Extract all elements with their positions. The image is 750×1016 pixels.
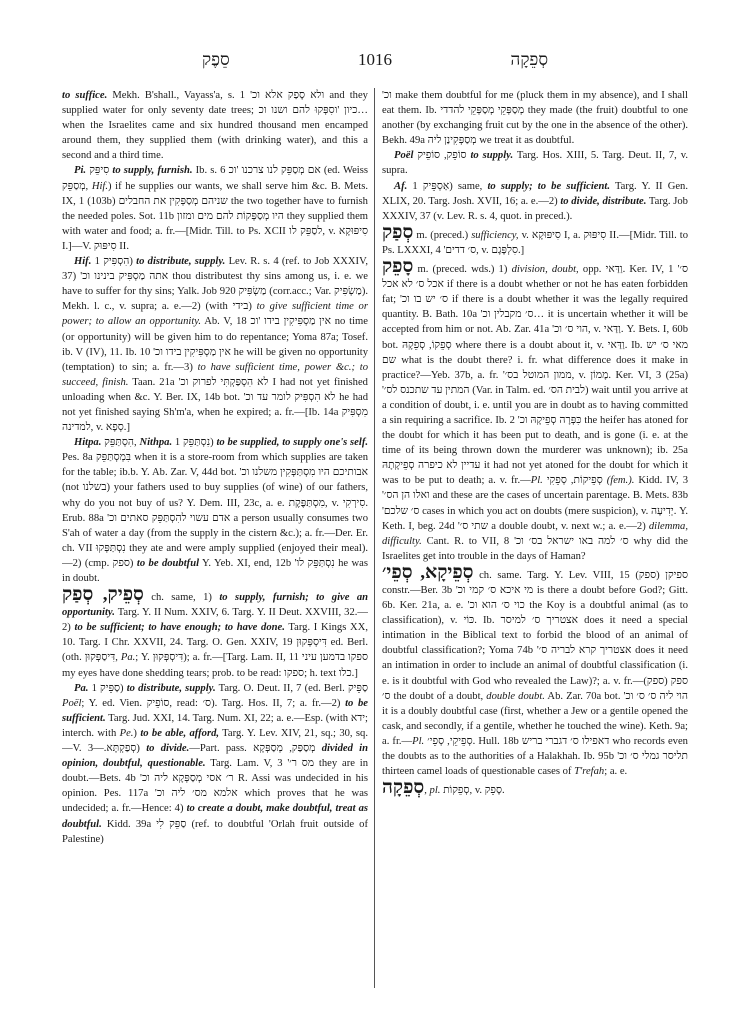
entry-text: opp. וַדַּאי. Ker. IV, 1 'ס׳ אכל ס׳ לא אכל if there is a doubt whether or not he has eaten forbidden fat; 'ס׳ יש בו וכ if there is a doubt whether it was the legally required quantity. B. Bath. 10 (382, 264, 688, 321)
entry-text: 'ר׳ אסי מְסַפְּקָא ליה וכ R. Assi was undecided in his opinion. Pes. 117 (62, 773, 368, 800)
entry-text: b (608, 751, 614, 763)
entry-text: pl. (429, 785, 441, 797)
entry-text: ; Y. דִּיסְפְּקוּן); a. fr.—[Targ. Lam. II, 11 ספקו בדמען עיני my eyes have done shedding tears; prob. to be read: ספקו; h. text כלו.] (62, 652, 368, 679)
entry-text: ; Y. ed. Vien. סוֹפֵיק, read: ס׳). Targ. Hos. II, 7; a. fr.—2) (81, 697, 346, 709)
entry-text: bot. 'הוי ליה ס׳ ס׳ וכ it is a doubly doubtful case (first, whether a Jew or a gentile opened the cask, and secondly, if a gentile, whether he touched the wine). Keth. 9 (382, 690, 688, 732)
dictionary-entry (62, 88, 368, 163)
entry-text: to be able, afford, (140, 727, 220, 739)
entry-text: Hif. (91, 180, 108, 192)
dictionary-entry (382, 221, 688, 258)
entry-text: b (130, 773, 136, 785)
entry-text: עדיין לא כיפרה סְפֵיקָתָהּ it had not yet atoned for the doubt for which it was to be put to death; a. v. fr.— (382, 460, 688, 487)
entry-text: 'ס׳ שלכם cases in which you act on doubts (mere suspicion), v. יְדִיעָה. Y. Keth. I, beg. 24 (382, 505, 688, 532)
entry-text: ; a. e. (604, 766, 628, 778)
entry-text: Pe. (119, 727, 134, 739)
entry-text: d (212, 467, 218, 479)
entry-text: b (527, 645, 534, 657)
entry-text: Targ. Y. II Gen. XLIX, 20. Targ. Josh. XVII, 16; a. e.—2) (382, 180, 688, 207)
entry-text: b (130, 467, 136, 479)
entry-headword: סָפֵק (382, 256, 414, 278)
entry-text: ) (133, 727, 141, 739)
entry-text: 'אלמא מס׳ ליה וכ which proves that he was undecided; a. fr.—Hence: 4) (62, 788, 368, 815)
entry-text: 'אצטריך קרא לבריה ס׳ does it need an intimation in order to include an animal of doubtful classification (i. e. is it doubtful with God who revealed the Law)?; a. v. fr.—(ספק) ספק ס׳ the doubt of a doubt, (382, 645, 688, 702)
entry-text: סְפֵקוֹת, v. סָפֵק. (440, 785, 505, 797)
entry-text: 'וכ make them doubtful for me (pluck them in my absence), and I shall eat them. Ib. מְסַפְּקֵי מְסַפְּקֵי להדדי they made (the fruit) doubtful to one another (by exchanging fruit cut by the one in the absence of the other). Bekh. 49 (382, 90, 688, 147)
entry-text: מְסַפְּקִינַן ליה we treat it as doubtful. (424, 135, 575, 147)
entry-text: 'הוי ס׳ וכ, v. וַדַּאי. Y. Bets. I, 60 (549, 324, 683, 336)
entry-text: ) 'המתין עד שתכנס לס׳ (Var. in Talm. ed. לבית הס׳) wait until you arrive at a condition of doubt, i. e. until you are in doubt as to having committed a sin requiring a sacrifice. Ib. 2 'כִּפְּרָה סְפֵיקָהּ וכ the heifer has atoned for the doubt for which it has been put to death, and is gone (i. e. at the time of its being thrown down the murderer was unknown); ib. 25 (382, 369, 688, 457)
entry-text: to divide, distribute. (560, 195, 647, 207)
entry-text: a (420, 135, 425, 147)
entry-text: הִסְפִּיק 1) (91, 256, 137, 268)
entry-text: to give sufficient time or power; to allow an opportunity. (62, 301, 368, 328)
entry-text: 'תליסר גמלי ס׳ וכ thirteen camel loads of questionable cases of (382, 751, 688, 778)
entry-text: סְפֵיקוֹת, סְפֵקִי (542, 475, 607, 487)
entry-text: Lev. R. s. 4 (ref. to Job XXXIV, 37) 'אתה מַסְפִּיק בינינו וכ thou distributest thy sins among us, i. e. we have to suffer for thy sins; Yalk. Job 920 מַשְׂפִּיק (corr.acc.; Var. מַשְׂפִּיק). Mekh. l. c., v. supra; a. e.—2) (with בידי) (62, 256, 368, 313)
entry-text: double doubt. (486, 690, 545, 702)
entry-text: אַסְפֵּיק 1) same, (407, 180, 488, 192)
entry-text: ; Tosef. ib. V (IV), 11. Ib. 10 'אין מַסְפִּיקִין בידו וכ he will be given no opportunity (temptation) to sin; a. fr.—3) (62, 331, 368, 373)
entry-text: בִּמְסְתַּפֵּק when it is a store-room from which supplies are taken for the table; ib. (62, 452, 368, 479)
entry-text: a (169, 376, 175, 388)
entry-text: a (472, 309, 478, 321)
entry-text: b (682, 490, 688, 502)
entry-text: Kidd. 39 (101, 818, 147, 830)
entry-text: division, doubt, (511, 264, 579, 276)
entry-text: סִיפֵּק (86, 165, 113, 177)
entry-text: to be sufficient; to have enough; to have done. (74, 622, 285, 634)
entry-text: Targ. Hos. XIII, 5. Targ. Deut. II, 7, v. supra. (382, 150, 688, 177)
entry-text: c (254, 497, 260, 509)
entry-text: Ab. Zar. 70 (544, 690, 597, 702)
entry-text: to create a doubt, make doubtful, treat as doubtful. (62, 803, 368, 830)
entry-text: הִסְתַּפֵּק, (101, 437, 140, 449)
entry-text: to be sufficient. (62, 697, 368, 724)
entry-text: , a. e. 'כוי ס׳ הוא וכ the Koy is a doubtful animal (as to classification), v. כּוֹי. Ib. אצטריך ס׳ למיסר does it need a special intimation in the Biblical text to forbid the blood of an animal of doubtful classification?; Yoma 74 (382, 600, 688, 657)
entry-text: 'שתי ס׳ a double doubt, v. next w.; a. e.—2) (454, 520, 649, 532)
entry-text: Y. Yeb. XI, end, 12 (199, 557, 286, 569)
entry-text: סַפֵּיק 1) (88, 682, 127, 694)
entry-text: Nithpa. (139, 437, 173, 449)
entry-text: ; a. fr.— (382, 720, 688, 747)
entry-text: sufficiency, (471, 229, 519, 241)
entry-text: b (513, 735, 519, 747)
entry-text: bot. 'לא הִסְפִּיק לומר עד וכ he had not yet finished saying Sh'm'a, when he expired; a. fr.—[Ib. 14 (62, 391, 368, 418)
entry-text: T'refah (574, 766, 605, 778)
entry-text: Pl. (530, 475, 543, 487)
entry-text: to have sufficient time, power &c.; to succeed, finish. (62, 361, 368, 388)
entry-text: Targ. Jud. XXI, 14. Targ. Num. XI, 22; a. e.—Esp. (with ידא; interch. with (62, 712, 368, 739)
entry-text: Cant. R. to VII, 8 'ס׳ למה באו ישראל בס׳ וכ why did the Israelites get into trouble in the days of Haman? (382, 535, 688, 562)
right-column (382, 88, 688, 988)
entry-text: ch. same, 1) (143, 592, 220, 604)
entry-text: —Part. pass. מְסַפַּק, מְסַפְּקָא (189, 743, 322, 755)
entry-text: Hif. (74, 256, 92, 268)
entry-text: a (146, 818, 152, 830)
dictionary-entry (62, 681, 368, 847)
entry-text: a (99, 512, 104, 524)
entry-headword: סְפֵקָה (382, 777, 425, 799)
entry-text: to supply; to be sufficient. (487, 180, 610, 192)
dictionary-entry (382, 779, 688, 798)
entry-text: ch. same. Targ. Y. Lev. VIII, 15 ספיקן (ספק) constr.—Ber. 3 (382, 569, 688, 596)
entry-text: (fem.). (606, 475, 635, 487)
entry-text: 'ס׳ מקבלין וכ… it is uncertain whether it will be accepted from him or not. Ab. Zar. 41 (382, 309, 688, 336)
dictionary-entry (382, 561, 688, 779)
entry-text: סַפֵּק לִי (ref. to doubtful 'Orlah fruit outside of Palestine) (62, 818, 368, 845)
entry-text: to supply. (470, 150, 514, 162)
entry-text: ) שניהם מְסַפְּקִין את החבלים the two together have to furnish the needed poles. Sot. 11 (62, 195, 368, 222)
entry-text: Targ. Job XXXIV, 37 (v. Lev. R. s. 4, quot. in preced.). (382, 195, 688, 222)
dictionary-entry (382, 88, 688, 148)
entry-text: Pl. (412, 735, 425, 747)
entry-text: היו מְסַפְּקוֹת להם מים ומזון they supplied them with water and food; a. fr.—[Midr. Till. to Ps. XCII לסַפֵּק לו, v. סִיפּוּקָא I.]—V. סִיפּוּק II. (62, 210, 368, 252)
entry-text: divided in opinion, doubtful, questionable. (62, 743, 368, 770)
entry-text: Pes. 8 (62, 452, 88, 464)
header-right-word: סְפֵקָה (510, 50, 548, 69)
entry-text: מִסְפִּיק למדינה, v. סְפָא.] (62, 406, 368, 434)
entry-text: דאפילו ס׳ דגברי בריש who records even the doubts as to the authorities of a Halakhah. Ib. 95 (382, 735, 688, 763)
entry-text: , (424, 785, 430, 797)
entry-text: Ib. s. 6 אם מְסַפֵּק לנו צרכנו 'וכ (ed. Weiss מְסַפֵּק, (62, 165, 368, 192)
entry-text: 'מי איכא ס׳ קמי וכ is there a doubt before God?; Gitt. 6 (382, 585, 688, 612)
entry-text: b (168, 210, 175, 222)
entry-text: . Y. Ab. Zar. V, 44 (135, 467, 213, 479)
entry-text: a (331, 331, 336, 343)
entry-text: b (682, 324, 688, 336)
entry-text: Targ. Y. II Num. XXIV, 6. Targ. Y. II Deut. XXVIII, 32.—2) (62, 607, 368, 634)
entry-text: Af. (394, 180, 408, 192)
entry-text: Hitpa. (74, 437, 102, 449)
entry-text: Targ. Y. Lev. XIV, 21, sq.; 30, sq.—V. סְפַקְתָּא.—3) (62, 727, 368, 755)
entry-text: m. (preced.) (413, 229, 472, 241)
entry-text: bot. 'אבותיכם היו מִסְתַּפְּקִין משלנו וכ (not בשלנו) your fathers used to buy supplies (of wine) of our fathers, why do you not buy of us? Y. Dem. III, 23 (62, 467, 368, 509)
entry-text: b (214, 391, 221, 403)
entry-text: to distribute, supply. (126, 682, 216, 694)
dictionary-entry (382, 148, 688, 178)
header-left-word: סֵפֶק (202, 50, 230, 69)
entry-text: Targ. I Kings XX, 10. Targ. I Chr. XXVII, 24. Targ. O. Gen. XXIV, 19 דִּיסְפְּקוּן ed. Berl. (oth. דִּיסַפְּקוּן, (62, 622, 368, 664)
dictionary-entry (62, 163, 368, 254)
left-column (62, 88, 368, 988)
entry-text: Pa. (120, 652, 136, 664)
entry-text: Poël (62, 697, 82, 709)
entry-text: Targ. O. Deut. II, 7 (ed. Berl. סַפֵּיק (215, 682, 368, 694)
entry-text: b (285, 557, 292, 569)
entry-text: a (596, 690, 602, 702)
entry-text: b (106, 195, 112, 207)
entry-text: Pi. (74, 165, 87, 177)
dictionary-entry (62, 435, 368, 586)
entry-text: ) if he supplies our wants, we shall serve him &c. B. Mets. IX, 1 (103 (62, 180, 368, 207)
entry-text: to distribute, supply. (136, 256, 226, 268)
entry-text: Taan. 21 (128, 376, 170, 388)
entry-text: a (680, 720, 686, 732)
entry-text: to be supplied, to supply one's self. (216, 437, 368, 449)
entry-text: Pa. (74, 682, 89, 694)
entry-text: to supply, furnish. (112, 165, 193, 177)
entry-text: bot. סְפֵקוֹ, סְפֵקָהּ where there is a doubt about it, v. וַדַּאי. Ib. מאי ס׳ יש שם what is the doubt there? i. fr. what difference does it make in practice?—Yeb. 37 (382, 339, 688, 381)
page-header (62, 50, 688, 74)
entry-text: , a. fr. 'ממון המוטל בס׳, v. מָמוֹן. Ker. VI, 3 (25 (470, 369, 680, 381)
entry-text: to be doubtful (136, 557, 200, 569)
entry-text: a (679, 369, 685, 381)
entry-text: 'לא הִסְפַּקְתִּי לפרוק וכ I had not yet finished unloading when &c. Y. Ber. IX, 14 (62, 376, 368, 403)
entry-text: b (465, 369, 471, 381)
entry-text: dilemma, difficulty. (382, 520, 688, 547)
entry-text: b (446, 585, 453, 596)
entry-text: m. (preced. wds.) 1) (413, 264, 512, 276)
entry-text: d (449, 520, 455, 532)
entry-text: , a. e. מִסְתַּפֶּקֶת, v. סִירְקִי. Erub. 88 (62, 497, 368, 524)
entry-text: a (432, 600, 438, 612)
entry-text: . Ker. 21 (392, 600, 433, 612)
dictionary-entry (62, 254, 368, 435)
page-number: 1016 (358, 50, 392, 69)
entry-text: 'אדם עשוי להִסְתַּפֵּק סאתים וכ a person usually consumes two S'ah of water a day (from the supply in the cistern &c.); a. fr.—Der. Er. ch. VII נִסְתַּפְּקוּ they ate and were amply supplied (enjoyed their meal).—2) (cmp. ספק) (62, 512, 368, 569)
entry-text: a (87, 452, 93, 464)
entry-text: to suffice. (62, 90, 108, 101)
entry-text: a (544, 324, 550, 336)
entry-text: Poël (394, 150, 414, 162)
entry-text: סוֹפֵק, סוֹפֵיק (413, 150, 471, 162)
dictionary-entry (382, 258, 688, 564)
entry-text: 'נִסְתַּפֵּק לו he was in doubt. (62, 557, 368, 584)
dictionary-entry (382, 179, 688, 224)
entry-text: Ab. V, 18 אין מַסְפִּיקִין בידו 'וכ no time (or opportunity) will be given him to do repentance; Yoma 87 (62, 316, 368, 343)
entry-text: סְפֵיקֵי, סְפֵי׳. Hull. 18 (424, 735, 514, 747)
entry-text: v. סִיפּוּקָא I, a. סִיפּוּק II.—[Midr. Till. to Ps. LXXXI, 4 'ס׳ דדים, v. סִלְפָּגָם.] (382, 229, 688, 256)
entry-text: a (683, 445, 688, 457)
entry-headword: סְפֵיק, סְפַק (62, 584, 144, 606)
entry-text: נִסְתַּפֵּק 1) (172, 437, 217, 449)
entry-text: Targ. Lam. V, 3 'מס ר׳ they are in doubt.—Bets. 4 (62, 758, 368, 785)
entry-text: Kidd. IV, 3 'ואלו הן הס׳ and these are the cases of uncertain parentage. B. Mets. 83 (382, 475, 688, 502)
entry-text: a (143, 788, 149, 800)
dictionary-entry (62, 586, 368, 681)
entry-text: to supply, furnish; to give an opportunity. (62, 592, 368, 619)
entry-text: b (387, 600, 393, 612)
entry-headword: סְפֵיקָא, סְפֵי׳ (382, 561, 474, 583)
entry-text: to divide. (146, 743, 190, 755)
column-divider (374, 88, 375, 988)
entry-text: a (333, 406, 339, 418)
entry-headword: סְפַק (382, 221, 414, 243)
entry-text: Mekh. B'shall., Vayass'a, s. 1 'ולא סָפַק אלא וכ and they supplied water for only seventy date trees; כיון 'וסִפְּקוּ להם ושנו וכ… when the Israelites came and six hundred thousand men encamped around them, they supplied them (with drinking water), and this a second and a third time. (62, 90, 368, 162)
